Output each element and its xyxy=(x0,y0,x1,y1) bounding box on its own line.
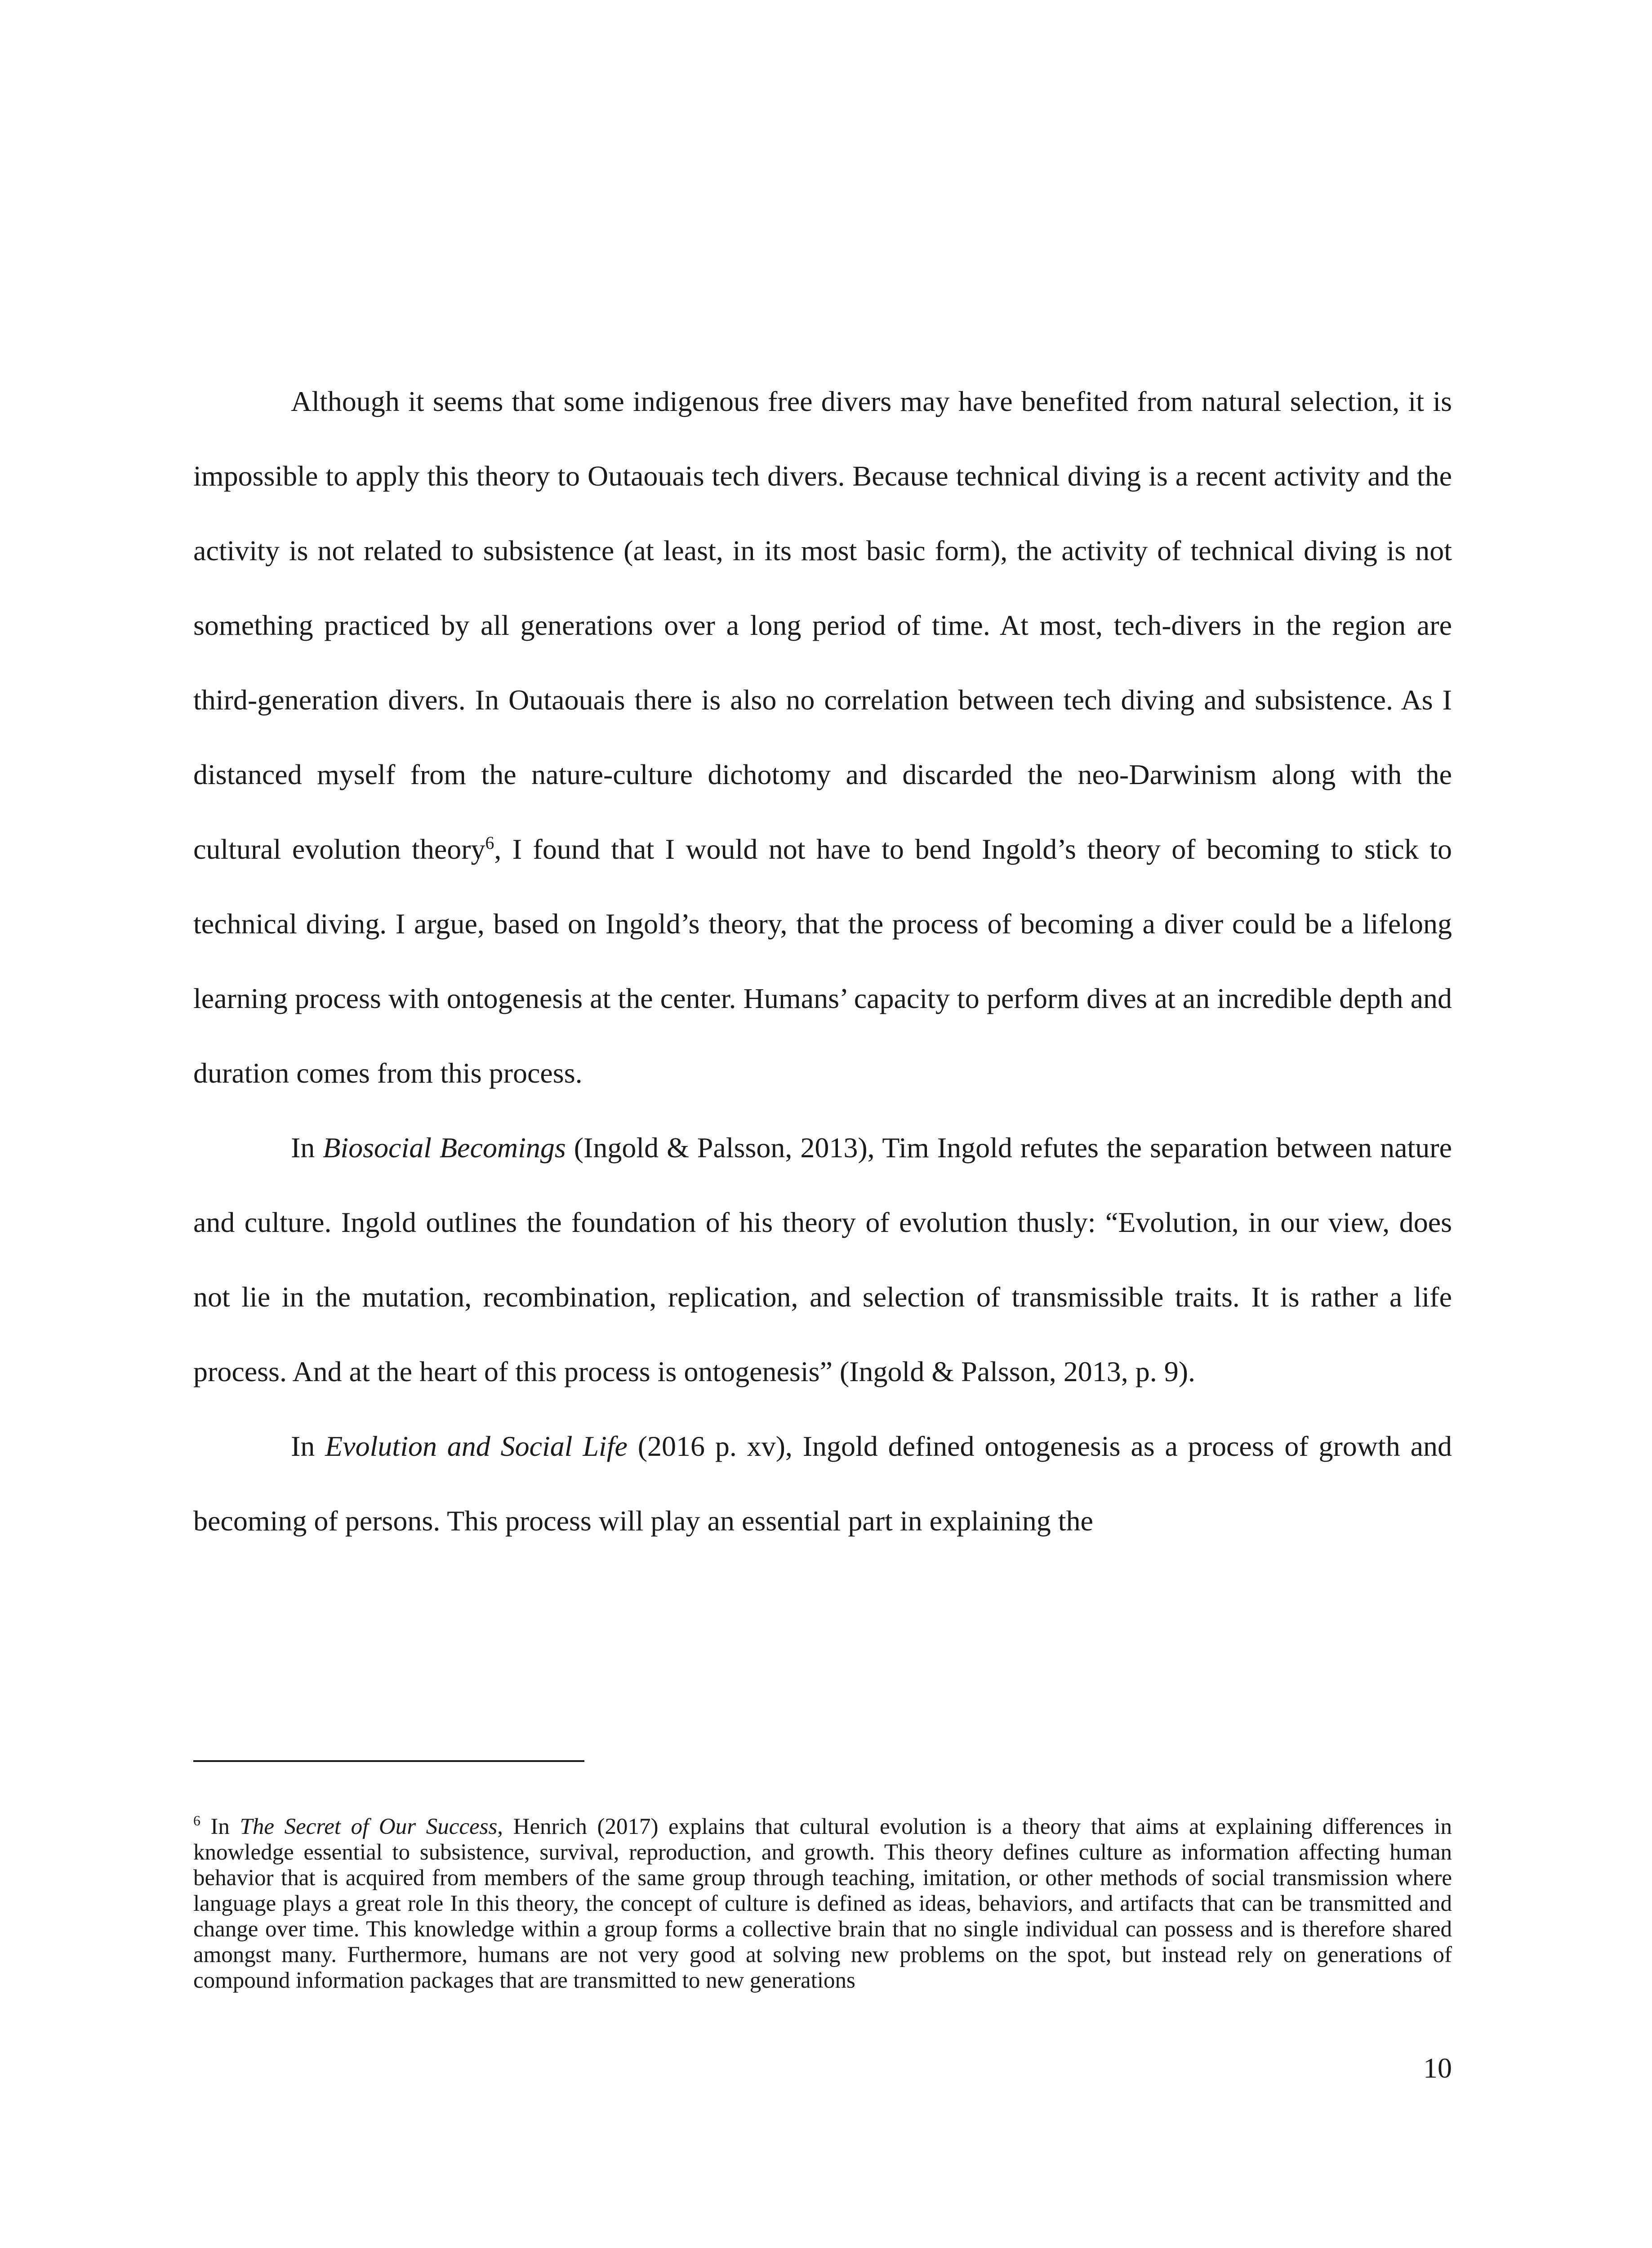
page-number: 10 xyxy=(1423,2052,1452,2084)
paragraph-text: , I found that I would not have to bend Ingold’s theory of becoming to stick to technical diving. I argue, based on Ingold’s theory, that the process of becoming a diver could be a lifelong learning process with ontogenesis at the center. Humans’ capacity to perform dives at an incredible depth and duration comes from this process. xyxy=(193,833,1452,1089)
footnote-separator xyxy=(193,1760,584,1762)
paragraph-text: (2016 p. xv), Ingold defined ontogenesis as a process of growth and becoming of persons. This process will play an essential part in explaining the xyxy=(193,1430,1452,1537)
footnote-reference[interactable]: 6 xyxy=(485,833,494,853)
footnote-text: In xyxy=(200,1814,240,1839)
footnote-text: , Henrich (2017) explains that cultural evolution is a theory that aims at explaining differences in knowledge essential to subsistence, survival, reproduction, and growth. This theory defines culture as information affecting human behavior that is acquired from members of the same group through teaching, imitation, or other methods of social transmission where language plays a great role In this theory, the concept of culture is defined as ideas, behaviors, and artifacts that can be transmitted and change over time. This knowledge within a group forms a collective brain that no single individual can possess and is therefore shared amongst many. Furthermore, humans are not very good at solving new problems on the spot, but instead rely on generations of compound information packages that are transmitted to new generations xyxy=(193,1814,1452,1993)
paragraph-text: In xyxy=(291,1132,323,1164)
book-title: Biosocial Becomings xyxy=(323,1132,566,1164)
paragraph-2 xyxy=(193,1111,1452,1409)
footnote-marker: 6 xyxy=(193,1813,200,1829)
paragraph-3 xyxy=(193,1409,1452,1558)
paragraph-text: (Ingold & Palsson, 2013), Tim Ingold refutes the separation between nature and culture. Ingold outlines the foundation of his theory of evolution thusly: “Evolution, in our view, does not lie in the mutation, recombination, replication, and selection of transmissible traits. It is rather a life process. And at the heart of this process is ontogenesis” (Ingold & Palsson, 2013, p. 9). xyxy=(193,1132,1452,1387)
book-title: Evolution and Social Life xyxy=(325,1430,628,1462)
paragraph-text: Although it seems that some indigenous free divers may have benefited from natural selection, it is impossible to apply this theory to Outaouais tech divers. Because technical diving is a recent activity and the activity is not related to subsistence (at least, in its most basic form), the activity of technical diving is not something practiced by all generations over a long period of time. At most, tech-divers in the region are third-generation divers. In Outaouais there is also no correlation between tech diving and subsistence. As I distanced myself from the nature-culture dichotomy and discarded the neo-Darwinism along with the cultural evolution theory xyxy=(193,385,1452,865)
footnote xyxy=(193,1814,1452,1994)
body-text xyxy=(193,364,1452,1558)
book-title: The Secret of Our Success xyxy=(240,1814,498,1839)
paragraph-1 xyxy=(193,364,1452,1111)
paragraph-text: In xyxy=(291,1430,325,1462)
